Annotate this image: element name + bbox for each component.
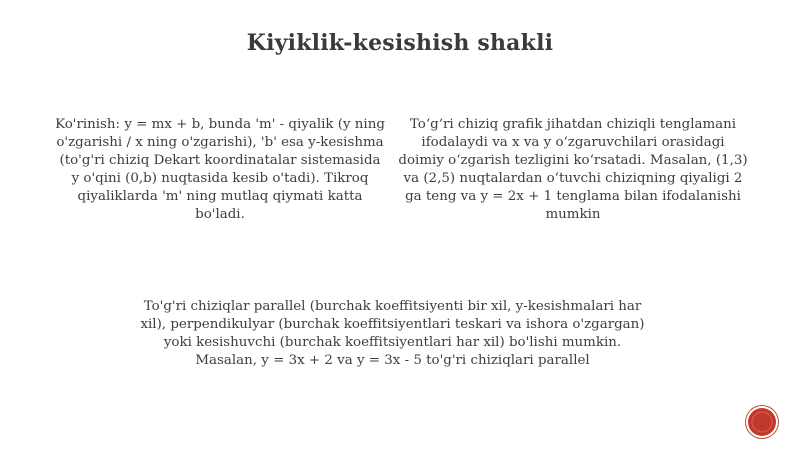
next-slide-button[interactable] xyxy=(748,408,776,436)
left-text-block: Ko'rinish: y = mx + b, bunda 'm' - qiyalik (y ning o'zgarishi / x ning o'zgarishi), 'b' esa y-kesishma (to'g'ri chiziq Dekart koordinatalar sistemasida y o'qini (0,b) nuqtasida kesib o'tadi). Tikroq qiyaliklarda 'm' ning mutlaq qiymati katta bo'ladi. xyxy=(55,117,385,222)
right-text-block: To‘g‘ri chiziq grafik jihatdan chiziqli tenglamani ifodalaydi va x va y o‘zgaruvchilari orasidagi doimiy o‘zgarish tezligini ko‘rsatadi. Masalan, (1,3) va (2,5) nuqtalardan o‘tuvchi chiziqning qiyaligi 2 ga teng va y = 2x + 1 tenglama bilan ifodalanishi mumkin xyxy=(398,117,748,222)
next-slide-icon xyxy=(748,408,776,436)
slide-title: Kiyiklik-kesishish shakli xyxy=(246,30,554,56)
bottom-text-block: To'g'ri chiziqlar parallel (burchak koeffitsiyenti bir xil, y-kesishmalari har xil), perpendikulyar (burchak koeffitsiyentlari teskari va ishora o'zgargan) yoki kesishuvchi (burchak koeffitsiyentlari har xil) bo'lishi mumkin. Masalan, y = 3x + 2 va y = 3x - 5 to'g'ri chiziqlari parallel xyxy=(140,299,645,368)
